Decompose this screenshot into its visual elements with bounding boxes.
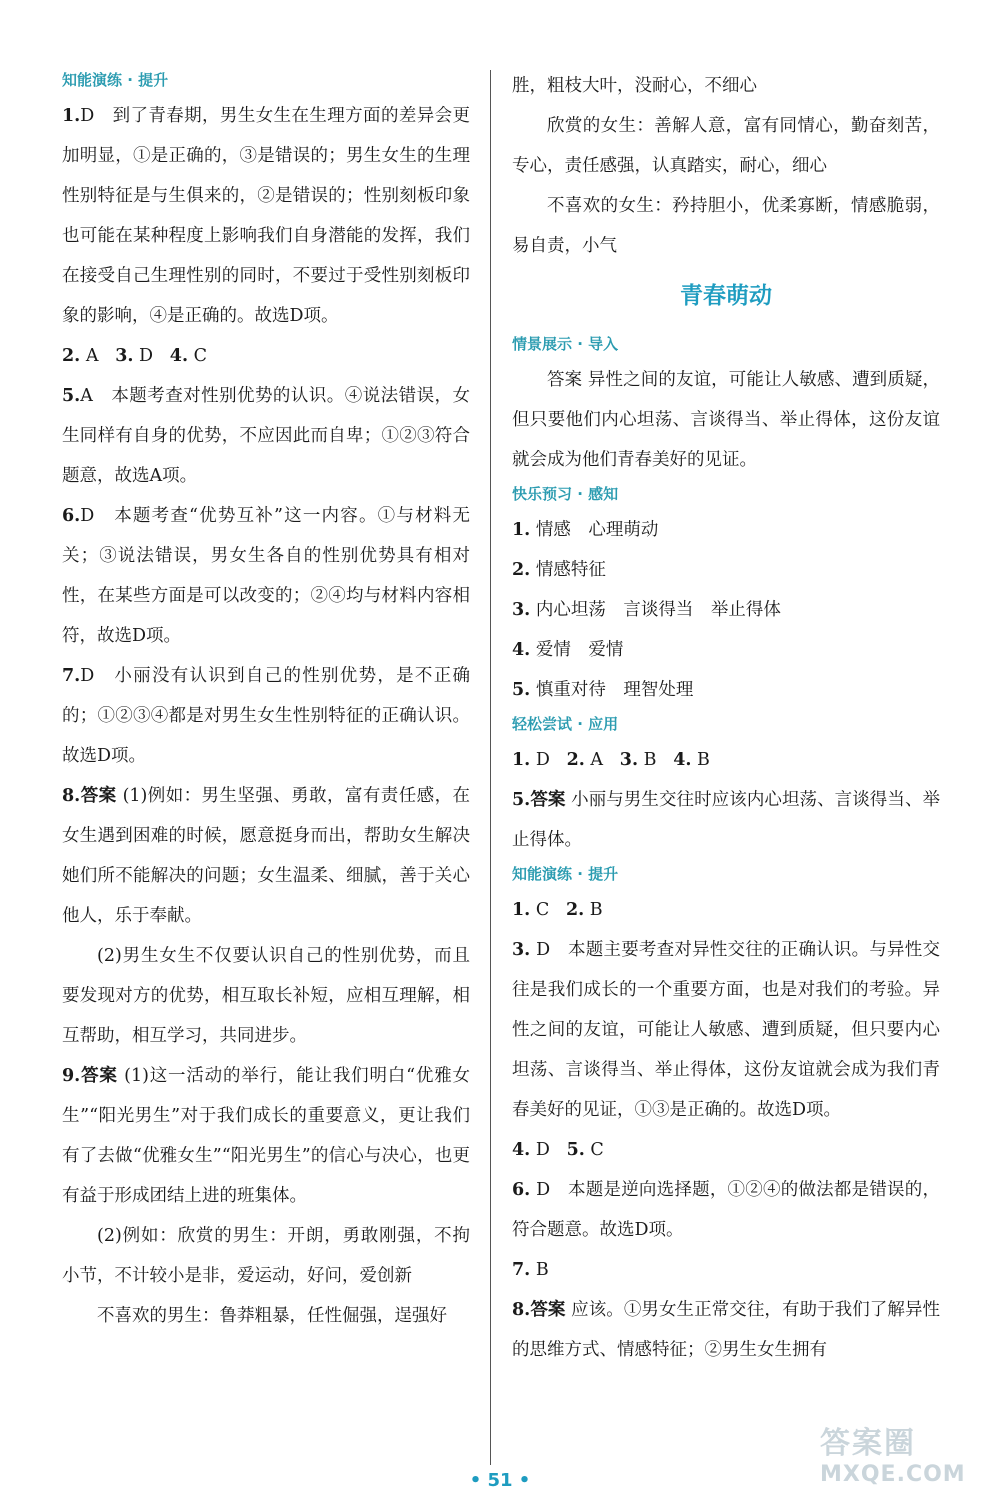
dislike-girl-text: 不喜欢的女生：矜持胆小，优柔寡断，情感脆弱，易自责，小气 bbox=[512, 196, 940, 256]
answer-item-8: 8.答案 (1)例如：男生坚强、勇敢，富有责任感，在女生遇到困难的时候，愿意挺身而出，帮助女生解决她们所不能解决的问题；女生温柔、细腻，善于关心他人，乐于奉献。 bbox=[62, 786, 470, 926]
section-title: 知能演练 · 提升 bbox=[512, 865, 619, 883]
try-item-5: 5.答案 小丽与男生交往时应该内心坦荡、言谈得当、举止得体。 bbox=[512, 790, 941, 850]
answer-item-1: 1.D 到了青春期，男生女生在生理方面的差异会更加明显，①是正确的，③是错误的；男生女生的生理性别特征是与生俱来的，②是错误的；性别刻板印象也可能在某种程度上影响我们自身潜能的发挥，我们在接受自己生理性别的同时，不要过于受性别刻板印象的影响，④是正确的。故选D项。 bbox=[62, 106, 470, 326]
preview-item: 5. 慎重对待 理智处理 bbox=[512, 680, 694, 700]
practice-item-6: 6. D 本题是逆向选择题，①②④的做法都是错误的，符合题意。故选D项。 bbox=[512, 1180, 940, 1240]
section-title: 轻松尝试 · 应用 bbox=[512, 715, 619, 733]
answer-items-2-4: 2. A 3. D 4. C bbox=[62, 346, 207, 366]
watermark-domain: MXQE.COM bbox=[820, 1462, 966, 1487]
column-divider bbox=[490, 70, 491, 1465]
chapter-title: 青春萌动 bbox=[680, 283, 772, 309]
preview-item: 3. 内心坦荡 言谈得当 举止得体 bbox=[512, 600, 781, 620]
preview-item: 2. 情感特征 bbox=[512, 560, 606, 580]
page-number: • 51 • bbox=[469, 1470, 531, 1491]
watermark-logo bbox=[820, 1418, 966, 1498]
answer-item-6: 6.D 本题考查“优势互补”这一内容。①与材料无关；③说法错误，男女生各自的性别优势具有相对性，在某些方面是可以改变的；②④均与材料内容相符，故选D项。 bbox=[62, 506, 470, 646]
left-column bbox=[62, 66, 470, 1336]
continued-text: 胜，粗枝大叶，没耐心，不细心 bbox=[512, 76, 757, 96]
answer-item-9-part-2: (2)例如：欣赏的男生：开朗，勇敢刚强，不拘小节，不计较小是非，爱运动，好问，爱创新 bbox=[62, 1226, 470, 1286]
right-column bbox=[512, 66, 940, 1370]
practice-item-7: 7. B bbox=[512, 1260, 549, 1280]
answer-item-5: 5.A 本题考查对性别优势的认识。④说法错误，女生同样有自身的优势，不应因此而自卑；①②③符合题意，故选A项。 bbox=[62, 386, 470, 486]
scenario-answer: 答案 异性之间的友谊，可能让人敏感、遭到质疑，但只要他们内心坦荡、言谈得当、举止得体，这份友谊就会成为他们青春美好的见证。 bbox=[512, 370, 941, 470]
practice-item-8: 8.答案 应该。①男女生正常交往，有助于我们了解异性的思维方式、情感特征；②男生女生拥有 bbox=[512, 1300, 941, 1360]
section-title: 情景展示 · 导入 bbox=[512, 335, 619, 353]
section-title: 快乐预习 · 感知 bbox=[512, 485, 619, 503]
practice-item-3: 3. D 本题主要考查对异性交往的正确认识。与异性交往是我们成长的一个重要方面，也是对我们的考验。异性之间的友谊，可能让人敏感、遭到质疑，但只要内心坦荡、言谈得当、举止得体，这份友谊就会成为我们青春美好的见证，①③是正确的。故选D项。 bbox=[512, 940, 940, 1120]
answer-item-9: 9.答案 (1)这一活动的举行，能让我们明白“优雅女生”“阳光男生”对于我们成长的重要意义，更让我们有了去做“优雅女生”“阳光男生”的信心与决心，也更有益于形成团结上进的班集体。 bbox=[62, 1066, 471, 1206]
answer-item-7: 7.D 小丽没有认识到自己的性别优势，是不正确的；①②③④都是对男生女生性别特征的正确认识。故选D项。 bbox=[62, 666, 470, 766]
watermark-text: 答案圈 bbox=[820, 1426, 916, 1461]
answer-item-9-part-3: 不喜欢的男生：鲁莽粗暴，任性倔强，逞强好 bbox=[97, 1306, 447, 1326]
practice-items-4-5: 4. D 5. C bbox=[512, 1140, 604, 1160]
preview-item: 1. 情感 心理萌动 bbox=[512, 520, 659, 540]
preview-item: 4. 爱情 爱情 bbox=[512, 640, 624, 660]
practice-items-1-2: 1. C 2. B bbox=[512, 900, 603, 920]
try-items-1-4: 1. D 2. A 3. B 4. B bbox=[512, 750, 710, 770]
section-title: 知能演练 · 提升 bbox=[62, 71, 169, 89]
answer-item-8-part-2: (2)男生女生不仅要认识自己的性别优势，而且要发现对方的优势，相互取长补短，应相互理解，相互帮助，相互学习，共同进步。 bbox=[62, 946, 470, 1046]
like-girl-text: 欣赏的女生：善解人意，富有同情心，勤奋刻苦，专心，责任感强，认真踏实，耐心，细心 bbox=[512, 116, 940, 176]
